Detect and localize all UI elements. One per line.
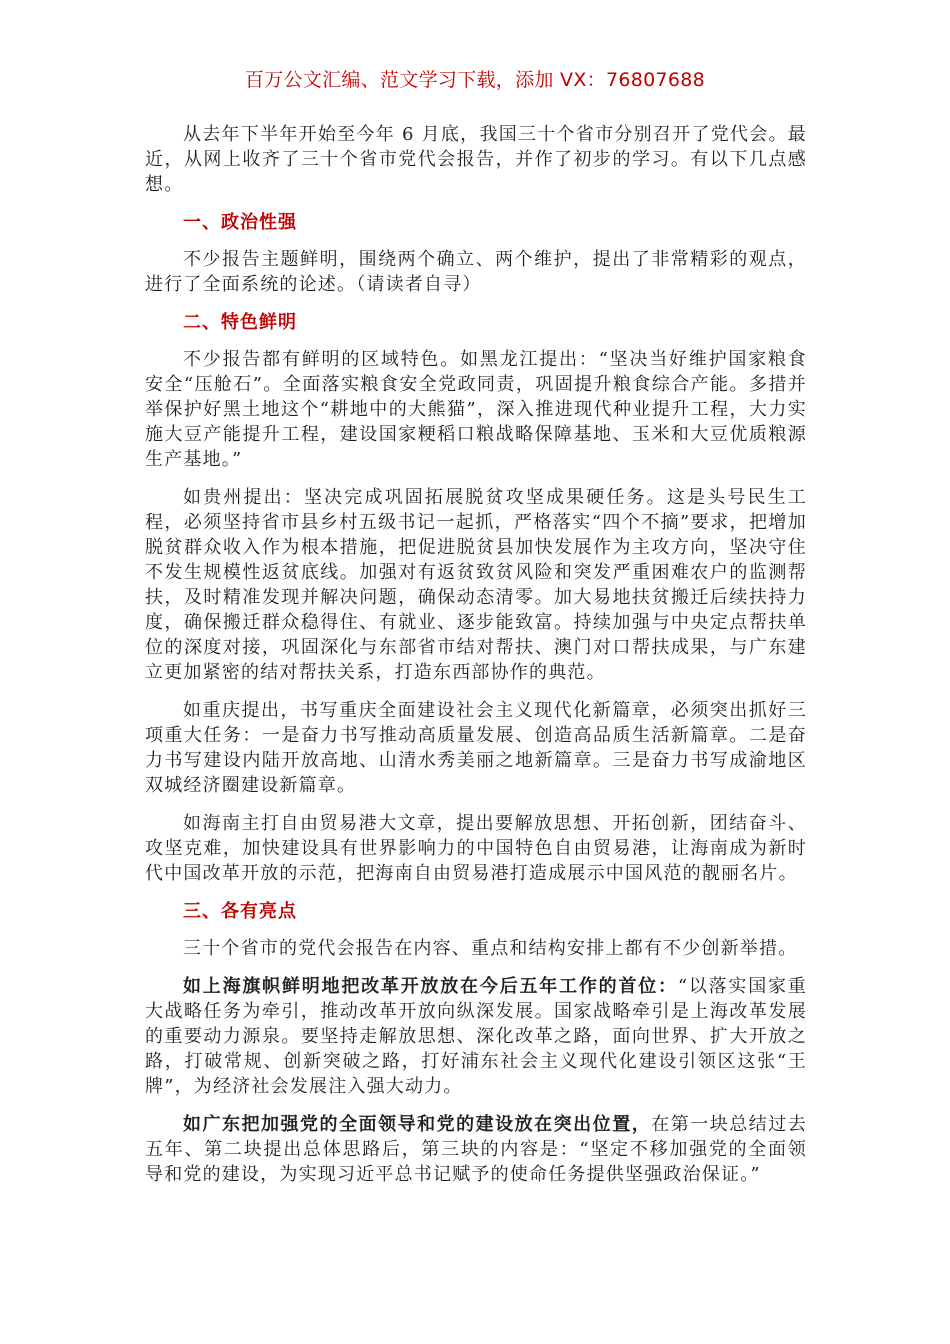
intro-paragraph: 从去年下半年开始至今年 6 月底，我国三十个省市分别召开了党代会。最近，从网上收齐了三十个省市党代会报告，并作了初步的学习。有以下几点感想。: [145, 124, 807, 195]
bold-lead: 如上海旗帜鲜明地把改革开放放在今后五年工作的首位：: [183, 976, 678, 997]
paragraph-hainan: 如海南主打自由贸易港大文章，提出要解放思想、开拓创新，团结奋斗、攻坚克难，加快建设具有世界影响力的中国特色自由贸易港，让海南成为新时代中国改革开放的示范，把海南自由贸易港打造成展示中国风范的靓丽名片。: [145, 813, 807, 884]
section-heading-characteristics: 二、特色鲜明: [183, 312, 297, 333]
paragraph: 不少报告主题鲜明，围绕两个确立、两个维护，提出了非常精彩的观点，进行了全面系统的论述。（请读者自寻）: [145, 249, 807, 295]
paragraph-chongqing: 如重庆提出，书写重庆全面建设社会主义现代化新篇章，必须突出抓好三项重大任务：一是奋力书写推动高质量发展、创造高品质生活新篇章。二是奋力书写建设内陆开放高地、山清水秀美丽之地新篇章。三是奋力书写成渝地区双城经济圈建设新篇章。: [145, 700, 807, 796]
bold-lead: 如广东把加强党的全面领导和党的建设放在突出位置，: [183, 1114, 652, 1135]
paragraph-guizhou: 如贵州提出：坚决完成巩固拓展脱贫攻坚成果硬任务。这是头号民生工程，必须坚持省市县乡村五级书记一起抓，严格落实“四个不摘”要求，把增加脱贫群众收入作为根本措施，把促进脱贫县加快发展作为主攻方向，坚决守住不发生规模性返贫底线。加强对有返贫致贫风险和突发严重困难农户的监测帮扶，及时精准发现并解决问题，确保动态清零。加大易地扶贫搬迁后续扶持力度，确保搬迁群众稳得住、有就业、逐步能致富。持续加强与中央定点帮扶单位的深度对接，巩固深化与东部省市结对帮扶、澳门对口帮扶成果，与广东建立更加紧密的结对帮扶关系，打造东西部协作的典范。: [145, 487, 807, 683]
paragraph: 三十个省市的党代会报告在内容、重点和结构安排上都有不少创新举措。: [183, 938, 798, 959]
article-body: [145, 122, 807, 1200]
paragraph-shanghai: [145, 974, 807, 1099]
paragraph-guangdong: [145, 1112, 807, 1187]
section-heading-highlights: 三、各有亮点: [183, 901, 297, 922]
paragraph-heilongjiang: 不少报告都有鲜明的区域特色。如黑龙江提出：“坚决当好维护国家粮食安全“压舱石”。全面落实粮食安全党政同责，巩固提升粮食综合产能。多措并举保护好黑土地这个“耕地中的大熊猫”，深入推进现代种业提升工程，大力实施大豆产能提升工程，建设国家粳稻口粮战略保障基地、玉米和大豆优质粮源生产基地。”: [145, 349, 807, 470]
paragraph-text: “以落实国家重大战略任务为牵引，推动改革开放向纵深发展。国家战略牵引是上海改革发展的重要动力源泉。要坚持走解放思想、深化改革之路，面向世界、扩大开放之路，打破常规、创新突破之路，打好浦东社会主义现代化建设引领区这张“王牌”，为经济社会发展注入强大动力。: [145, 976, 807, 1097]
download-notice: 百万公文汇编、范文学习下载，添加 VX：76807688: [244, 69, 706, 91]
section-heading-political: 一、政治性强: [183, 212, 297, 233]
paragraph-text: 在第一块总结过去五年、第二块提出总体思路后，第三块的内容是：“坚定不移加强党的全面领导和党的建设，为实现习近平总书记赋予的使命任务提供坚强政治保证。”: [145, 1114, 807, 1185]
